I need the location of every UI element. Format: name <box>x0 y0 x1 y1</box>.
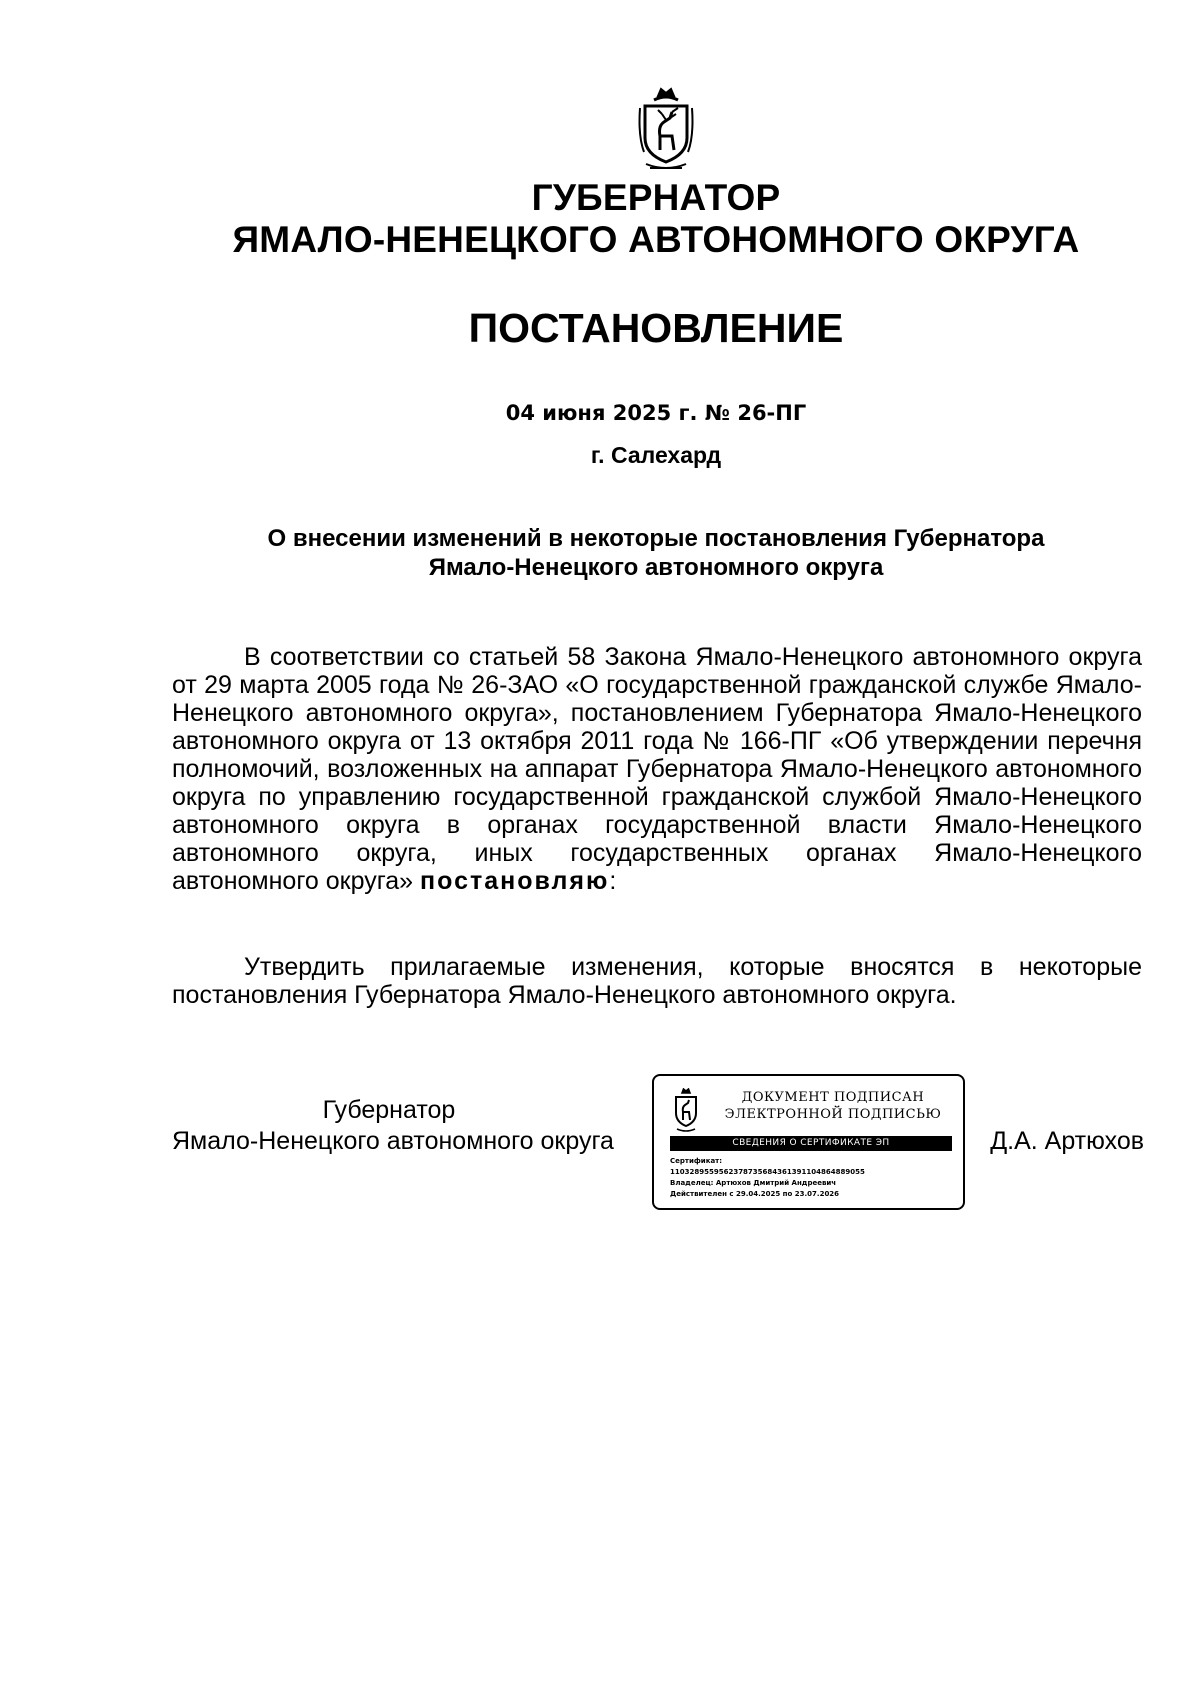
stamp-validity: Действителен с 29.04.2025 по 23.07.2026 <box>670 1190 840 1198</box>
signer-name: Д.А. Артюхов <box>990 1127 1144 1155</box>
stamp-heading-line-1: ДОКУМЕНТ ПОДПИСАН <box>741 1090 925 1105</box>
stamp-certificate-label: Сертификат: <box>670 1157 723 1165</box>
decree-colon: : <box>609 867 617 895</box>
document-city: г. Салехард <box>590 442 722 468</box>
electronic-signature-stamp <box>652 1074 965 1210</box>
stamp-owner: Владелец: Артюхов Дмитрий Андреевич <box>670 1179 837 1187</box>
document-date-number: 04 июня 2025 г. № 26-ПГ <box>505 401 807 425</box>
coat-of-arms-icon <box>636 86 696 172</box>
authority-region: ЯМАЛО-НЕНЕЦКОГО АВТОНОМНОГО ОКРУГА <box>232 219 1080 260</box>
signatory-position-line-2: Ямало-Ненецкого автономного округа <box>172 1127 614 1155</box>
authority-title: ГУБЕРНАТОР <box>531 177 781 218</box>
preamble-paragraph <box>172 643 1142 895</box>
decree-word: постановляю <box>420 867 610 895</box>
preamble-text: В соответствии со статьей 58 Закона Ямало-Ненецкого автономного округа от 29 марта 2005 года № 26-ЗАО «О государственной гражданской службе Ямало-Ненецкого автономного округа», постановлением Губернатора Ямало-Ненецкого автономного округа от 13 октября 2011 года № 166-ПГ «Об утверждении перечня полномочий, возложенных на аппарат Губернатора Ямало-Ненецкого автономного округа по управлению государственной гражданской службой Ямало-Ненецкого автономного округа в органах государственной власти Ямало-Ненецкого автономного округа, иных государственных органах Ямало-Ненецкого автономного округа» <box>172 643 1142 895</box>
subject-line-1: О внесении изменений в некоторые постановления Губернатора <box>267 525 1045 552</box>
stamp-emblem-icon <box>672 1088 700 1132</box>
signatory-position-line-1: Губернатор <box>322 1096 456 1124</box>
signatory-position <box>172 1095 642 1157</box>
subject-line-2: Ямало-Ненецкого автономного округа <box>428 554 884 581</box>
stamp-certificate-bar: СВЕДЕНИЯ О СЕРТИФИКАТЕ ЭП <box>670 1136 952 1151</box>
stamp-heading-line-2: ЭЛЕКТРОННОЙ ПОДПИСЬЮ <box>724 1107 942 1122</box>
resolution-paragraph: Утвердить прилагаемые изменения, которые вносятся в некоторые постановления Губернатора Ямало-Ненецкого автономного округа. <box>172 953 1142 1009</box>
document-subject <box>150 524 1162 582</box>
document-type: ПОСТАНОВЛЕНИЕ <box>468 305 844 351</box>
stamp-certificate-number: 1103289559562378735684361391104864889055 <box>670 1168 865 1176</box>
